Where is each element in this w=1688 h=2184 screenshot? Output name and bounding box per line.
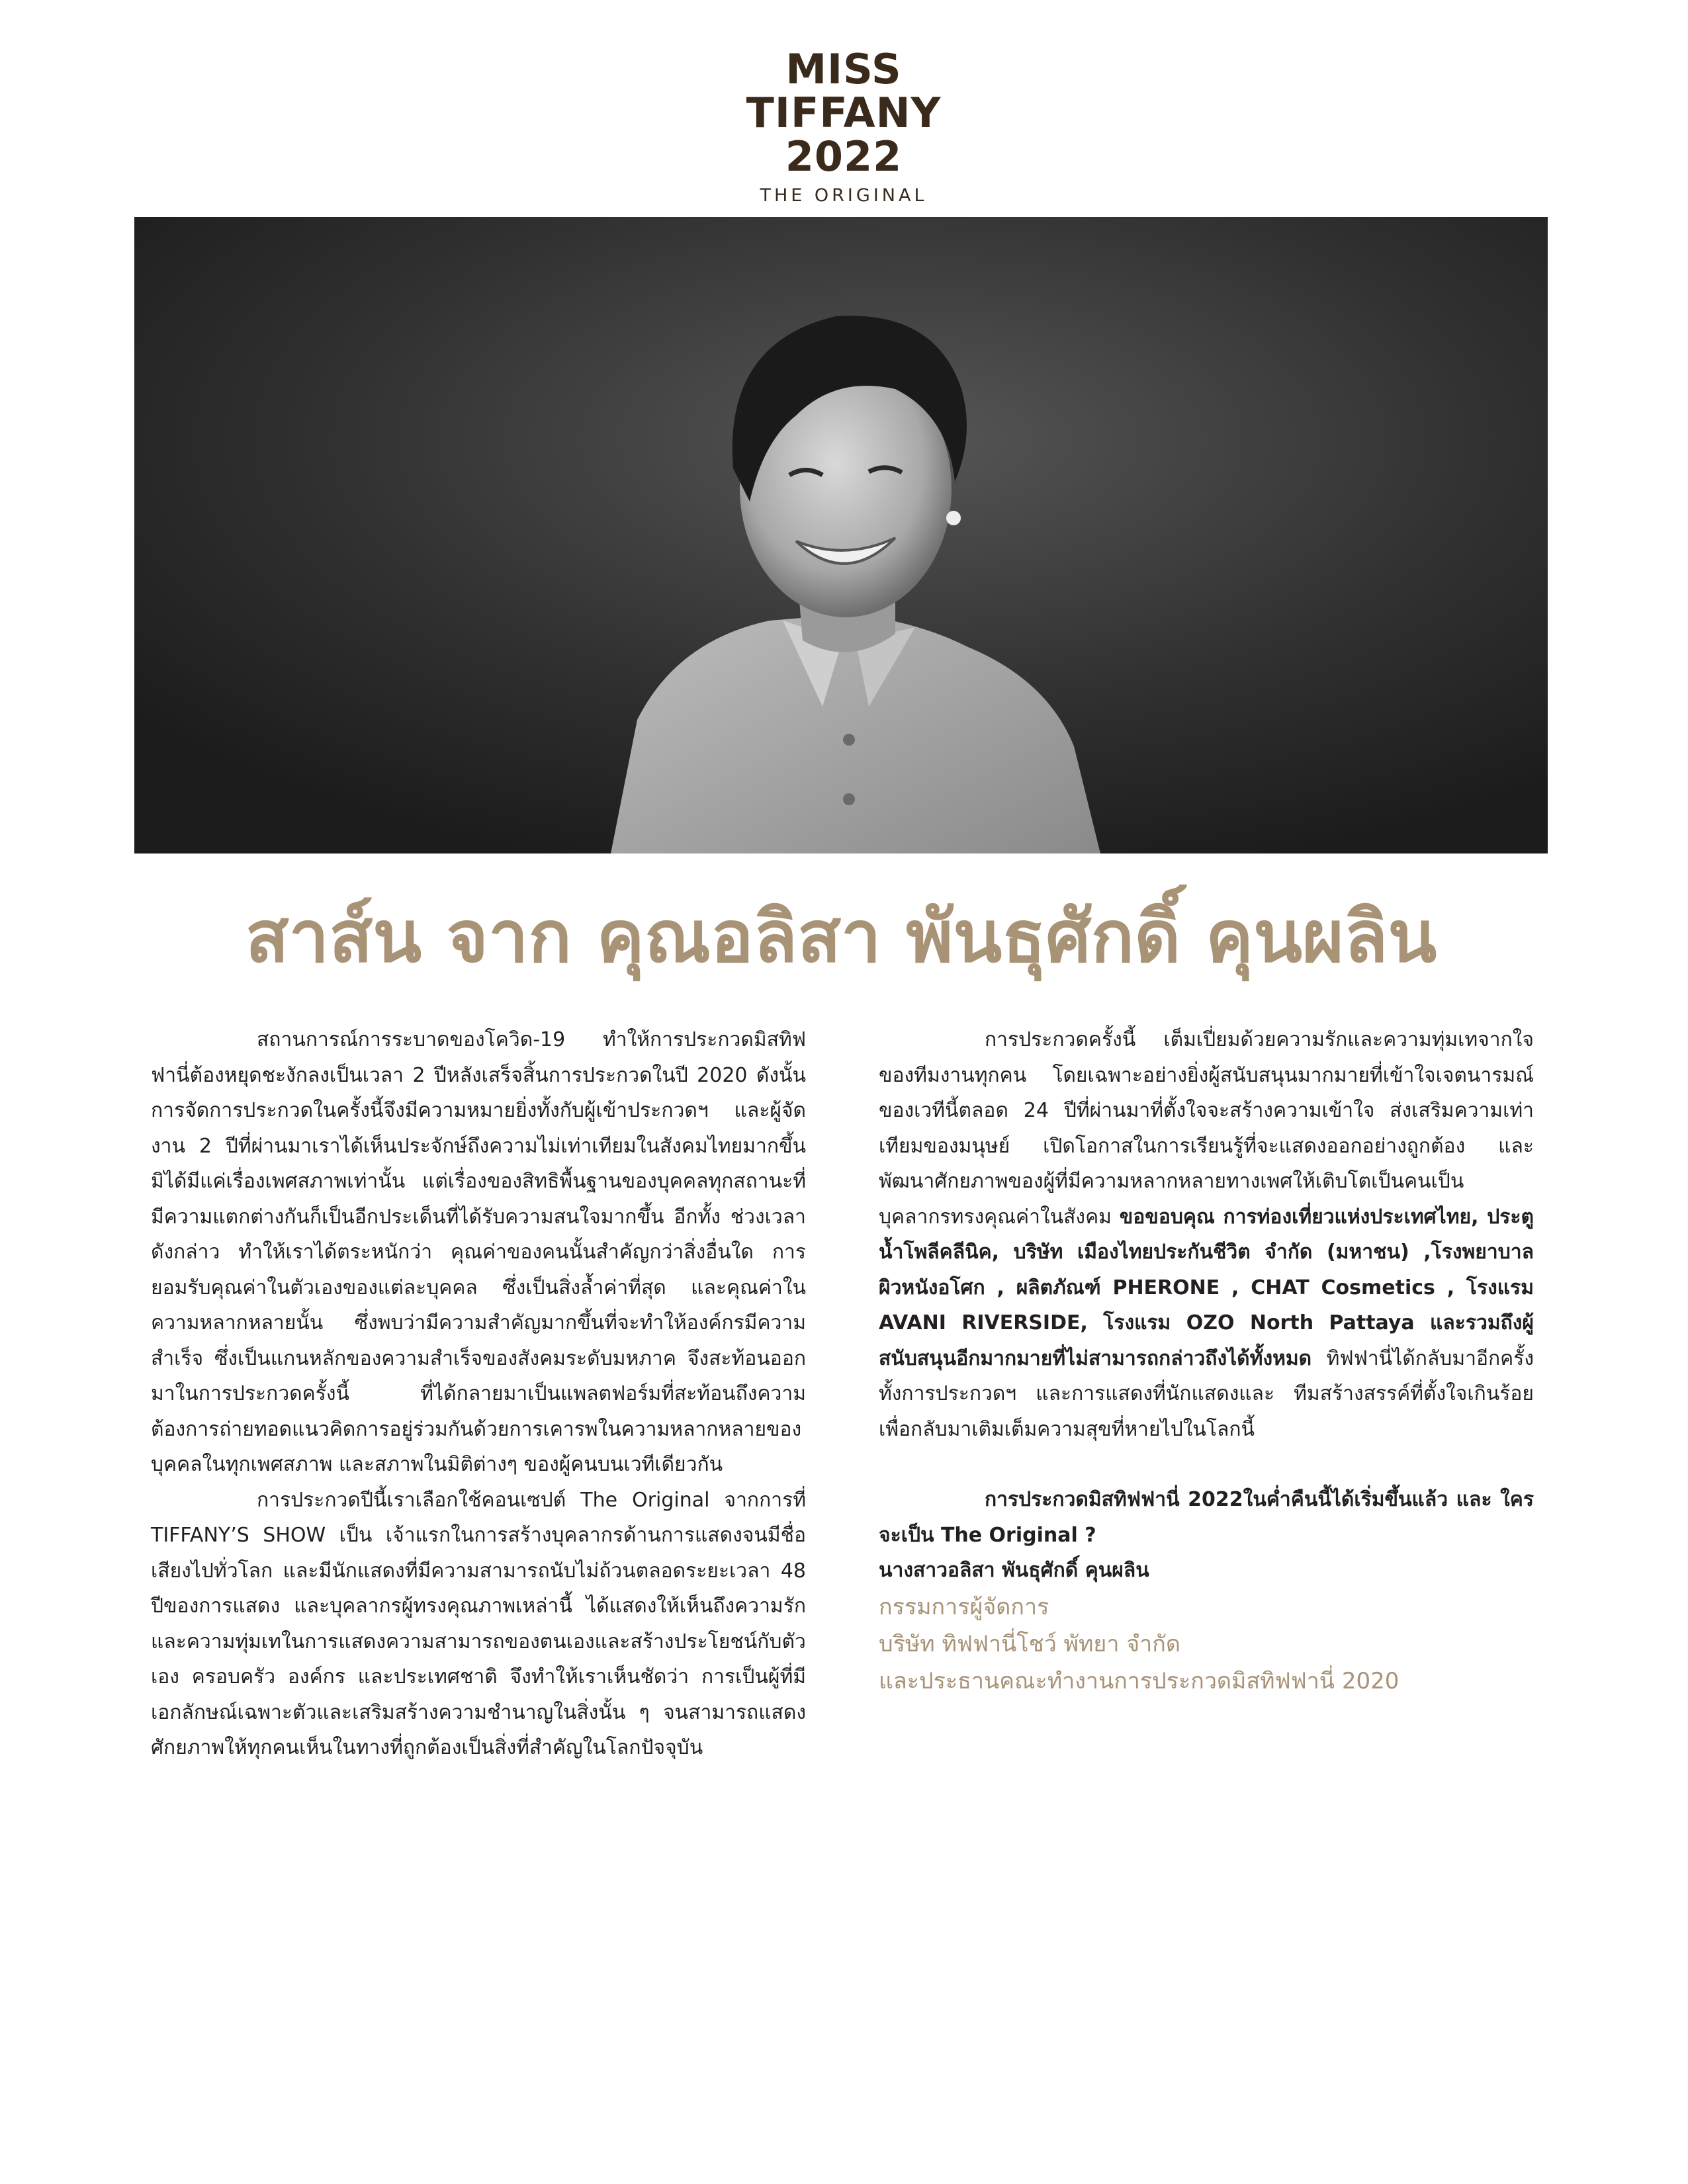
spacer <box>879 1447 1534 1482</box>
left-paragraph-2: การประกวดปีนี้เราเลือกใช้คอนเซปต์ The Original จากการที่ TIFFANY’S SHOW เป็น เจ้าแรกในการสร้างบุคลากรด้านการแสดงจนมีชื่อเสียงไปทั่วโลก และมีนักแสดงที่มีความสามารถนับไม่ถ้วนตลอดระยะเวลา 48 ปีของการแสดง และบุคลากรผู้ทรงคุณภาพเหล่านี้ ได้แสดงให้เห็นถึงความรักและความทุ่มเทในการแสดงความสามารถของตนเองและสร้างประโยชน์กับตัวเอง ครอบครัว องค์กร และประเทศชาติ จึงทำให้เราเห็นชัดว่า การเป็นผู้ที่มีเอกลักษณ์เฉพาะตัวและเสริมสร้างความชำนาญในสิ่งนั้น ๆ จนสามารถแสดงศักยภาพให้ทุกคนเห็นในทางที่ถูกต้องเป็นสิ่งที่สำคัญในโลกปัจจุบัน <box>151 1488 806 1759</box>
closing-statement: การประกวดมิสทิฟฟานี่ 2022ในค่ำคืนนี้ได้เริ่มขึ้นแล้ว และ ใครจะเป็น The Original ? <box>879 1488 1534 1547</box>
brand-line-miss: MISS <box>785 45 902 93</box>
right-paragraph-1-start: การประกวดครั้งนี้ เต็มเปี่ยมด้วยความรักและความทุ่มเทจากใจของทีมงานทุกคน โดยเฉพาะอย่างยิ่งผู้สนับสนุนมากมายที่เข้าใจเจตนารมณ์ของเวทีนี้ตลอด 24 ปีที่ผ่านมาที่ตั้งใจจะสร้างความเข้าใจ ส่งเสริมความเท่าเทียมของมนุษย์ เปิดโอกาสในการเรียนรู้ที่จะแสดงออกอย่างถูกต้อง และพัฒนาศักยภาพของผู้ที่มีความหลากหลายทางเพศให้เติบโตเป็นคนเป็นบุคลากรทรงคุณค่าในสังคม <box>879 1028 1534 1229</box>
brand-line-year: 2022 <box>785 132 903 181</box>
portrait-illustration <box>134 217 1548 853</box>
sponsor-thanks: ขอขอบคุณ การท่องเที่ยวแห่งประเทศไทย, ประตูน้ำโพลีคลีนิค, บริษัท เมืองไทยประกันชีวิต จำกัด (มหาชน) ,โรงพยาบาลผิวหนังอโศก , ผลิตภัณฑ์ PHERONE , CHAT Cosmetics , โรงแรม AVANI RIVERSIDE, โรงแรม OZO North Pattaya และรวมถึงผู้สนับสนุนอีกมากมายที่ไม่สามารถกล่าวถึงได้ทั้งหมด <box>879 1205 1534 1370</box>
signature-role-3: และประธานคณะทำงานการประกวดมิสทิฟฟานี่ 2020 <box>879 1667 1399 1694</box>
signature-role-2: บริษัท ทิฟฟานี่โชว์ พัทยา จำกัด <box>879 1630 1180 1657</box>
brand-logo <box>711 45 976 206</box>
brand-tagline: THE ORIGINAL <box>760 185 928 206</box>
portrait-photo <box>134 217 1548 853</box>
brand-line-tiffany: TIFFANY <box>746 89 942 137</box>
right-paragraph-1 <box>879 1022 1534 1447</box>
page-title: สาส์น จาก คุณอลิสา พันธุศักดิ์ คุนผลิน <box>245 896 1437 979</box>
right-paragraph-1-end: ทิฟฟานี่ได้กลับมาอีกครั้งทั้งการประกวดฯ และการแสดงที่นักแสดงและ ทีมสร้างสรรค์ที่ตั้งใจเกินร้อย เพื่อกลับมาเติมเต็มความสุขที่หายไปในโลกนี้ <box>879 1346 1534 1441</box>
left-column <box>151 1022 806 1766</box>
signature-name: นางสาวอลิสา พันธุศักดิ์ คุนผลิน <box>879 1559 1149 1582</box>
right-column <box>879 1022 1534 1700</box>
left-paragraph-1: สถานการณ์การระบาดของโควิด-19 ทำให้การประกวดมิสทิฟฟานี่ต้องหยุดชะงักลงเป็นเวลา 2 ปีหลังเสร็จสิ้นการประกวดในปี 2020 ดังนั้นการจัดการประกวดในครั้งนี้จึงมีความหมายยิ่งทั้งกับผู้เข้าประกวดฯ และผู้จัดงาน 2 ปีที่ผ่านมาเราได้เห็นประจักษ์ถึงความไม่เท่าเทียมในสังคมไทยมากขึ้น มิได้มีแค่เรื่องเพศสภาพเท่านั้น แต่เรื่องของสิทธิพื้นฐานของบุคคลทุกสถานะที่มีความแตกต่างกันก็เป็นอีกประเด็นที่ได้รับความสนใจมากขึ้น อีกทั้ง ช่วงเวลาดังกล่าว ทำให้เราได้ตระหนักว่า คุณค่าของคนนั้นสำคัญกว่าสิ่งอื่นใด การยอมรับคุณค่าในตัวเองของแต่ละบุคคล ซึ่งเป็นสิ่งล้ำค่าที่สุด และคุณค่าในความหลากหลายนั้น ซึ่งพบว่ามีความสำคัญมากขึ้นที่จะทำให้องค์กรมีความสำเร็จ ซึ่งเป็นแกนหลักของความสำเร็จของสังคมระดับมหภาค จึงสะท้อนออกมาในการประกวดครั้งนี้ ที่ได้กลายมาเป็นแพลตฟอร์มที่สะท้อนถึงความต้องการถ่ายทอดแนวคิดการอยู่ร่วมกันด้วยการเคารพในความหลากหลายของบุคคลในทุกเพศสภาพ และสภาพในมิติต่างๆ ของผู้คนบนเวทีเดียวกัน <box>151 1028 806 1476</box>
signature-role-1: กรรมการผู้จัดการ <box>879 1593 1049 1620</box>
